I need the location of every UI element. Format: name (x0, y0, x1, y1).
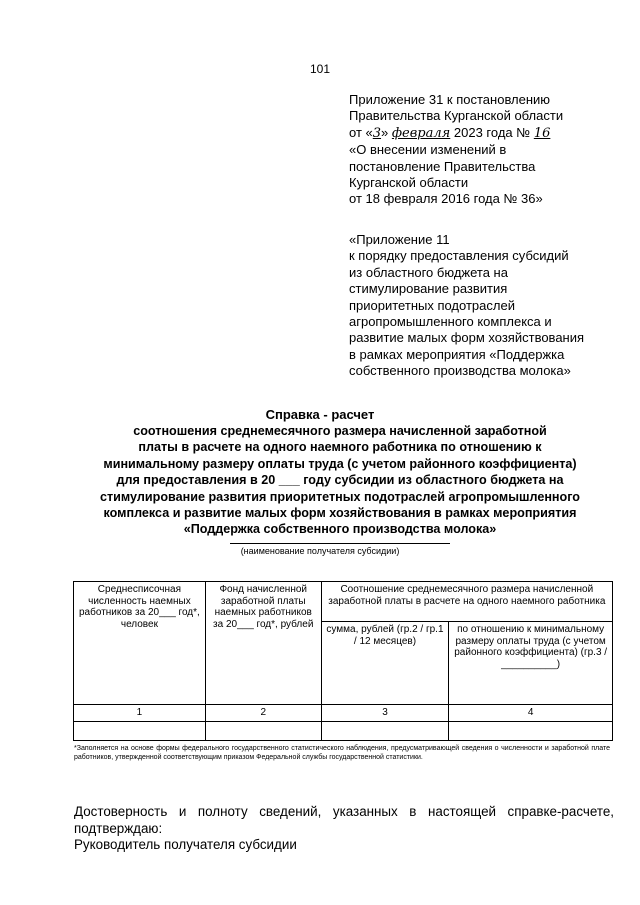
heading-line: соотношения среднемесячного размера начисленной заработной (133, 424, 547, 438)
head-of-recipient: Руководитель получателя субсидии (74, 837, 297, 852)
appendix11-line: развитие малых форм хозяйствования (349, 330, 585, 346)
heading-line: «Поддержка собственного производства молока» (183, 522, 497, 537)
header-mrot-ratio: по отношению к минимальному размеру оплаты труда (с учетом районного коэффициента) (гр.3 / __________) (449, 622, 613, 705)
column-number: 3 (321, 705, 449, 722)
column-number: 4 (449, 705, 613, 722)
header-payroll-fund: Фонд начисленной заработной платы наемных работников за 20___ год*, рублей (205, 582, 321, 705)
data-cell[interactable] (205, 721, 321, 740)
appendix-line: постановление Правительства (349, 158, 536, 174)
handwritten-day: 3 (372, 125, 382, 141)
appendix-line: от 18 февраля 2016 года № 36» (349, 191, 543, 207)
document-title: Справка - расчет (265, 407, 375, 422)
appendix11-line: агропромышленного комплекса и (349, 314, 552, 330)
appendix11-line: в рамках мероприятия «Поддержка (349, 346, 565, 362)
appendix-line: Правительства Курганской области (349, 108, 564, 124)
header-ratio-group: Соотношение среднемесячного размера начисленной заработной платы в расчете на одного наемного работника (321, 582, 612, 622)
appendix-line: «О внесении изменений в (349, 142, 507, 158)
heading-line: комплекса и развитие малых форм хозяйствования в рамках мероприятия (103, 506, 577, 521)
header-sum: сумма, рублей (гр.2 / гр.1 / 12 месяцев) (321, 622, 449, 705)
heading-line: минимальному размеру оплаты труда (с учетом районного коэффициента) (103, 456, 577, 471)
handwritten-number: 16 (533, 125, 551, 141)
confirmation-text: Достоверность и полноту сведений, указанных в настоящей справке-расчете, подтверждаю: (74, 804, 614, 836)
appendix-line: Курганской области (349, 175, 469, 191)
document-heading (60, 423, 620, 538)
appendix-date-line (349, 125, 619, 142)
appendix-reference (349, 92, 619, 208)
date-prefix: от « (349, 124, 373, 140)
appendix-line: Приложение 31 к постановлению (349, 92, 551, 107)
appendix11-line: собственного производства молока» (349, 363, 571, 379)
heading-line: стимулирование развития приоритетных подотраслей агропромышленного (99, 489, 581, 504)
date-suffix: 2023 года № (450, 124, 534, 140)
page-number: 101 (309, 62, 331, 76)
appendix11-line: к порядку предоставления субсидий (349, 248, 569, 264)
heading-line: платы в расчете на одного наемного работника по отношению к (138, 440, 542, 455)
handwritten-month: февраля (391, 125, 451, 141)
column-number: 2 (205, 705, 321, 722)
date-mid: » (381, 124, 392, 140)
calculation-table (73, 581, 613, 741)
confirmation-block (74, 804, 614, 854)
column-number: 1 (74, 705, 206, 722)
appendix11-line: стимулирование развития (349, 281, 508, 297)
appendix11-line: «Приложение 11 (349, 232, 450, 247)
data-cell[interactable] (321, 721, 449, 740)
recipient-caption: (наименование получателя субсидии) (240, 546, 400, 556)
data-cell[interactable] (74, 721, 206, 740)
data-cell[interactable] (449, 721, 613, 740)
header-headcount: Среднесписочная численность наемных работников за 20___ год*, человек (74, 582, 206, 705)
footnote: *Заполняется на основе формы федерального государственного статистического наблюдения, предусматривающей сведения о численности и заработной плате работников, утвержденной соответствующим приказом Федеральной службы государственной статистики. (74, 745, 610, 762)
appendix-11-block (349, 232, 619, 380)
appendix11-line: приоритетных подотраслей (349, 297, 515, 313)
recipient-name-line[interactable] (230, 543, 450, 544)
heading-line: для предоставления в 20 ___ году субсидии из областного бюджета на (116, 473, 564, 488)
appendix11-line: из областного бюджета на (349, 264, 508, 280)
